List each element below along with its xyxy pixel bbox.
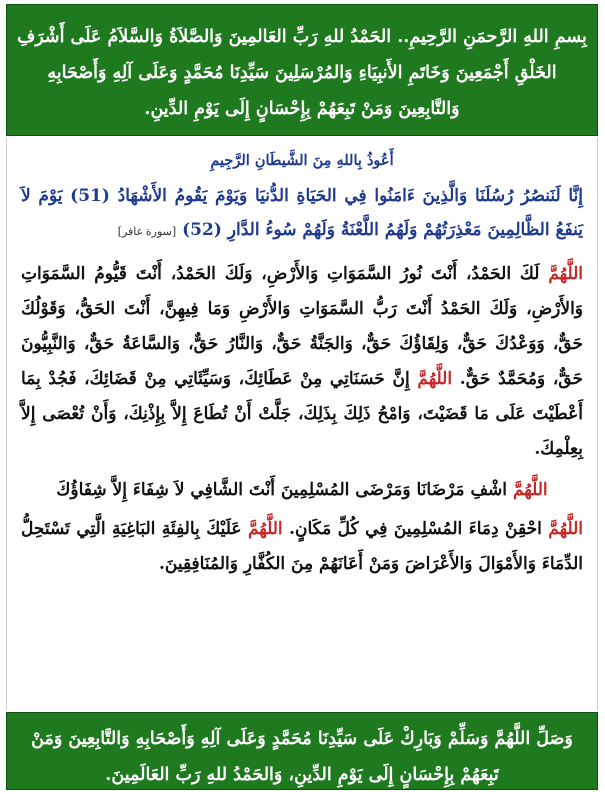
allahumma-label: اللَّهُمَّ — [512, 480, 548, 500]
dua-paragraph-1 — [21, 257, 583, 467]
dua-text: اشْفِ مَرْضَانَا وَمَرْضَى المُسْلِمِينَ أَنْتَ الشَّافِي لاَ شِفَاءَ إِلاَّ شِفَاؤُكَ — [56, 480, 513, 500]
dua-paragraph-2 — [21, 473, 583, 508]
header-text: بِسمِ اللهِ الرَّحمَنِ الرَّحِيمِ.. الحَمْدُ للهِ رَبِّ العَالمِينَ وَالصَّلاَةُ وَالسَّلاَمُ عَلَى أَشْرَفِ الخَلْقِ أَجْمَعِينَ وَخَاتَمِ الأَنبِيَاءِ وَالمُرْسَلِينَ سَيِّدِنَا مُحَمَّدٍ وَعَلَى آلِهِ وَأَصْحَابِهِ وَالتَّابِعِينَ وَمَنْ تَبِعَهُمْ بِإِحْسَانٍ إِلَى يَوْمِ الدِّينِ. — [17, 27, 587, 119]
surah-reference: [سورة غافر] — [117, 225, 177, 238]
dua-paragraph-3 — [21, 512, 583, 582]
quran-verse — [21, 179, 583, 249]
footer-text: وَصَلِّ اللَّهُمَّ وَسَلِّمْ وَبَارِكْ عَلَى سَيِّدِنَا مُحَمَّدٍ وَعَلَى آلِهِ وَأَصْحَابِهِ وَالتَّابِعِينَ وَمَنْ تَبِعَهُمْ بِإِحْسَانٍ إِلَى يَوْمِ الدِّينِ، وَالحَمْدُ للهِ رَبِّ العَالَمِينَ. — [31, 729, 573, 785]
allahumma-label: اللَّهُمَّ — [548, 519, 583, 539]
allahumma-label: اللَّهُمَّ — [247, 519, 283, 539]
allahumma-label: اللَّهُمَّ — [417, 369, 453, 389]
content-body — [6, 138, 598, 710]
footer-banner — [6, 712, 598, 790]
allahumma-label: اللَّهُمَّ — [548, 264, 583, 284]
header-banner — [6, 4, 598, 136]
dua-text: احْقِنْ دِمَاءَ المُسْلِمِينَ فِي كُلِّ مَكَانٍ. — [282, 519, 549, 539]
dua-text: عَلَيْكَ بِالفِئَةِ البَاغِيَةِ الَّتِي تَسْتَحِلُّ الدِّمَاءَ وَالأَمْوَالَ وَالأَعْرَاضَ وَمَنْ أَعَانَهُمْ مِنَ الكُفَّارِ وَالمُنَافِقِينَ. — [21, 519, 583, 574]
istiadha: أَعُوذُ بِاللهِ مِنَ الشَّيطَانِ الرَّجِيمِ — [210, 152, 394, 169]
dua-text: إِنَّ حَسَنَاتِي مِنْ عَطَائِكَ، وَسَيِّئَاتِي مِنْ قَضَائِكَ، فَجُدْ بِمَا أَعْطَيْتَ عَلَى مَا قَضَيْتَ، وَامْحُ ذَلِكَ بِذَلِكَ، جَلَّتْ أَنْ تُطَاعَ إِلاَّ بِإِذْنِكَ، وَأَنْ تُعْصَى إِلاَّ بِعِلْمِكَ. — [21, 369, 583, 459]
dua-text: لَكَ الحَمْدُ، أَنْتَ نُورُ السَّمَوَاتِ وَالأَرْضِ، وَلَكَ الحَمْدُ، أَنْتَ قَيُّومُ السَّمَوَاتِ وَالأَرْضِ، وَلَكَ الحَمْدُ أَنْتَ رَبُّ السَّمَوَاتِ وَالأَرْضِ وَمَا فِيهِنَّ، أَنْتَ الحَقُّ، وَقَوْلُكَ حَقٌّ، وَوَعْدُكَ حَقٌّ، وَلِقَاؤُكَ حَقٌّ، وَالجَنَّةُ حَقٌّ، وَالنَّارُ حَقٌّ، وَالسَّاعَةُ حَقٌّ، وَالنَّبِيُّونَ حَقٌّ، وَمُحَمَّدٌ حَقٌّ. — [21, 264, 583, 389]
quran-text: إِنَّا لَنَنصُرُ رُسُلَنَا وَالَّذِينَ ءَامَنُوا فِي الحَيَاةِ الدُّنيَا وَيَوْمَ يَقُومُ الأَشْهَادُ (51) يَوْمَ لاَ يَنفَعُ الظَّالِمِينَ مَعْذِرَتُهُمْ وَلَهُمُ اللَّعْنَةُ وَلَهُمْ سُوءُ الدَّارِ (52) — [21, 186, 583, 240]
